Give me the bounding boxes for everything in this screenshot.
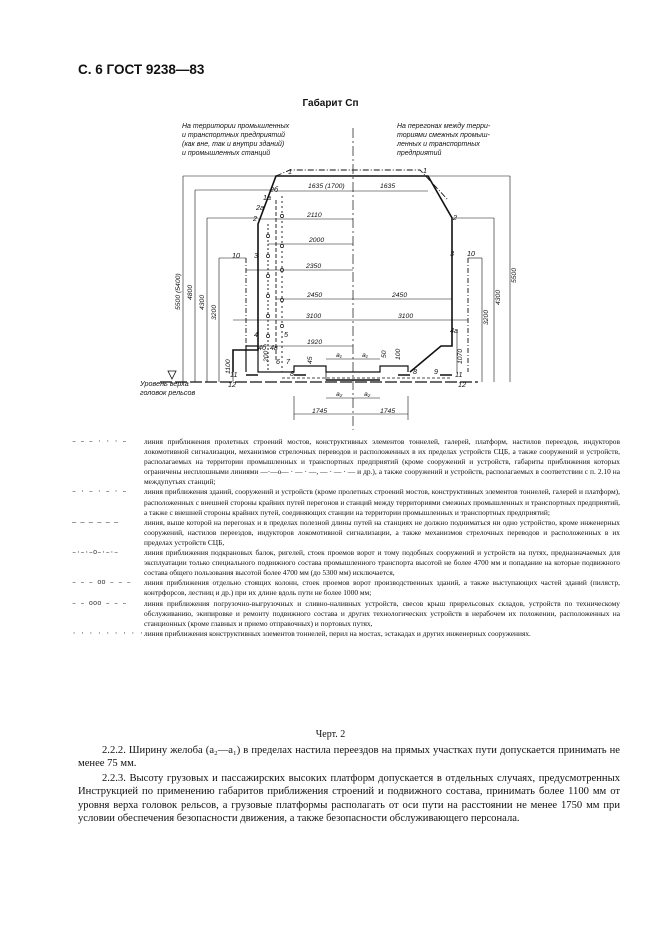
legend-line-symbol: — — — — — — [72,518,119,527]
label-3r: 3 [450,249,454,258]
dim-3100b: 3100 [398,313,414,320]
label-5: 5 [284,330,288,339]
legend-text: линия приближения погрузочно-выгрузочных и сливно-наливных устройств, свесов крыш прирельсовых складов, устройств по техническому обслуживанию, экипировке и ремонту подвижного состава и других технологических устройств в нерабочем их положении, расположенных на станционных (кроме главных и приемо отправочных) и портовых путях, [144,598,620,628]
label-11r: 11 [455,370,463,379]
legend-line-symbol: – – ооо – – – [72,599,127,608]
dim-a1b: a₁ [362,352,368,359]
label-2b: 2б [270,185,279,194]
label-3l: 3 [254,251,258,260]
left-note-l4: и промышленных станций [182,150,271,157]
dim-1920: 1920 [307,339,323,346]
label-10l: 10 [232,251,240,260]
legend-row [72,629,620,639]
legend [72,437,620,639]
col-markers [266,214,283,337]
legend-row [72,599,620,629]
legend-line-symbol: –·–·–о–·–·– [72,549,119,558]
paragraph-2-2-3 [78,772,620,826]
clearance-diagram [0,0,661,440]
paragraph-2-2-2-text: 2.2.2. Ширину желоба (a₂—a₁) в пределах настила переездов на прямых участках пути допускается принимать не менее 75 мм. [78,745,620,770]
legend-text: линия приближения подкрановых балок, ригелей, стоек проемов ворот и тому подобных сооружений и устройств на путях, предназначаемых для эксплуатации только специального подвижного состава промышленного транспорта высотой не более 4700 мм и попадание на которые подвижного состава общего пользования высотой более 4700 мм (до 5300 мм) исключается, [144,548,620,578]
label-4b: 4б [258,343,267,352]
label-12r: 12 [458,380,466,389]
paragraph-2-2-2 [78,744,620,771]
legend-line-symbol: – – – оо – – – [72,579,131,588]
label-2a: 2а [256,203,264,212]
dim-3200l: 3200 [211,304,218,320]
dim-1745a: 1745 [312,408,328,415]
label-1r: 1 [423,166,427,175]
dim-45: 45 [307,356,314,364]
rail-level-marker [168,371,176,379]
lower-slot [326,372,335,380]
label-9: 9 [434,367,438,376]
dim-2450a: 2450 [307,292,323,299]
legend-text: линия приближения конструктивных элементов тоннелей, перил на мостах, эстакадах и других инженерных сооружениях. [144,628,531,638]
label-11l: 11 [230,370,238,379]
label-6: 6 [276,357,280,366]
legend-text: линия приближения отдельно стоящих колонн, стоек проемов ворот производственных зданий, а также выступающих частей зданий (пилястр, контрфорсов, лестниц и др.) при их длине вдоль пути не более 1000 мм; [144,578,620,598]
dim-1635b: 1635 [380,183,396,190]
legend-row [72,548,620,578]
dim-5500r: 5500 [511,267,518,283]
dim-3100a: 3100 [306,313,322,320]
left-note-l2: и транспортных предприятий [182,132,286,139]
dim-1745b: 1745 [380,408,396,415]
label-4v: 4в [270,343,278,352]
rail-note: Уровень верха головок рельсов [140,379,196,397]
legend-line-symbol: – · – · – · – [72,488,127,497]
dim-2110: 2110 [307,212,322,219]
dim-4300l: 4300 [199,294,206,310]
label-4a: 4а [450,326,458,335]
dim-2000: 2000 [309,237,325,244]
legend-line-symbol: · · · · · · · · · [72,629,144,638]
page-header: С. 6 ГОСТ 9238—83 [78,62,205,77]
figure-caption: Черт. 2 [315,729,346,740]
label-8r: 8 [413,367,417,376]
label-8l: 8 [290,369,294,378]
legend-text: линия приближения зданий, сооружений и устройств (кроме пролетных строений мостов, конструктивных элементов тоннелей, галерей и платформ), расположенных с внешней стороны крайних путей перегонов и станций между территориями смежных промышленных и транспортных предприятий, а также с внешней стороны крайних путей, соединяющих станции на территории промышленных и транспортных предприятий; [144,487,620,517]
label-1a: 1а [263,193,271,202]
dim-2450b: 2450 [392,292,408,299]
dim-a1: a₁ [336,352,342,359]
dim-100: 100 [395,348,402,360]
label-12l: 12 [228,380,236,389]
legend-text: линия приближения пролетных строений мостов, конструктивных элементов тоннелей, галерей, платформ, настилов переездов, индукторов локомотивной сигнализации, механизмов стрелочных переводов и расположенных в их пределах устройств СЦБ, а также сооружений и устройств, располагаемых на территории промышленных и транспортных предприятий (кроме сооружений и устройств, габариты приближения которых ограничены несплошными линиями —·—о— · — · —, — · — · — и др.), а также сооружений и устройств, располагаемых в соответствии с п. 2.10 на междупутьях станций; [144,437,620,487]
dim-5500l: 5500 (5400) [175,273,182,310]
left-note [182,123,291,157]
dim-1100: 1100 [225,359,232,374]
paragraph-2-2-3-text: 2.2.3. Высоту грузовых и пассажирских высоких платформ допускается в отдельных случаях, предусмотренных Инструкцией по применению габаритов приближения строений и подвижного состава, принимать более 1100 мм от уровня верха головок рельсов, а грузовые платформы располагать от оси пути на расстоянии не менее 1750 мм при условии обеспечения безопасности движения, а также безопасности обслуживающего персонала. [78,773,620,825]
figure-title: Габарит Сп [302,98,359,109]
legend-row [72,578,620,598]
dim-50: 50 [381,350,388,358]
right-note: На перегонах между терри- ториями смежных промыш- ленных и транспортных предприятий [397,123,491,157]
legend-text: линия, выше которой на перегонах и в пределах полезной длины путей на станциях не должно подниматься ни одно устройство, кроме инженерных сооружений, настилов переездов, индукторов локомотивной сигнализации, а также механизмов стрелочных переводов и расположенных в их пределах устройств СЦБ, [144,517,620,547]
label-2l: 2 [253,214,257,223]
dim-4800: 4800 [187,284,194,300]
dim-200: 200 [263,350,270,362]
label-2r: 2 [453,213,457,222]
label-10r: 10 [467,249,475,258]
label-1l: 1 [288,167,292,176]
legend-row [72,437,620,487]
dim-3200r: 3200 [483,309,490,325]
legend-row [72,518,620,548]
dim-4300r: 4300 [495,289,502,305]
dim-1070: 1070 [457,348,464,364]
dim-a2: a₂ [336,391,343,398]
dim-2350: 2350 [306,263,322,270]
legend-row [72,487,620,517]
left-note-l1: На территории промышленных [182,123,290,130]
left-note-l3: (как вне, так и внутри зданий) [182,141,285,148]
dim-1635a: 1635 (1700) [308,183,345,190]
legend-line-symbol: – – – · · · – [72,438,127,446]
label-7: 7 [286,357,290,366]
label-4: 4 [254,330,258,339]
dim-a2b: a₂ [364,391,371,398]
